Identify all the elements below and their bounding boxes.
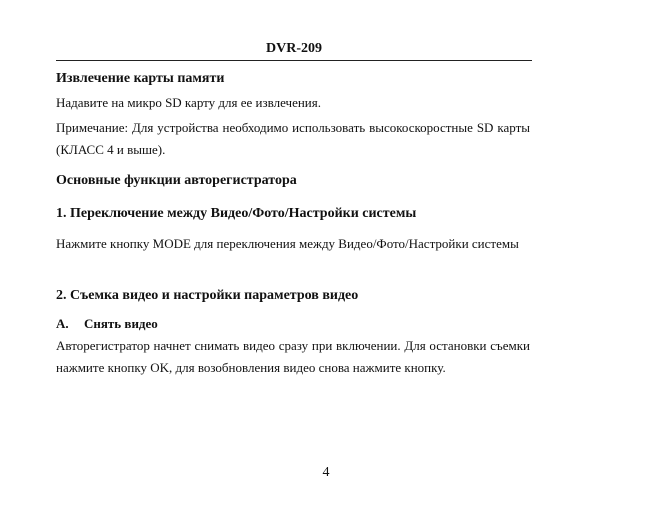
- paragraph-note: Примечание: Для устройства необходимо использовать высокоскоростные SD карты (КЛАСС 4 и выше).: [56, 120, 530, 157]
- heading-switching: 1. Переключение между Видео/Фото/Настройки системы: [56, 206, 417, 221]
- header-divider: [56, 60, 532, 61]
- paragraph-video: Авторегистратор начнет снимать видео сразу при включении. Для остановки съемки нажмите кнопку OK, для возобновления видео снова нажмите кнопку.: [56, 338, 530, 375]
- subheading-marker: A.: [56, 316, 69, 331]
- paragraph-card-removal: Надавите на микро SD карту для ее извлечения.: [56, 95, 321, 110]
- heading-card-removal: Извлечение карты памяти: [56, 71, 225, 86]
- subheading-label: Снять видео: [84, 316, 158, 331]
- subheading-record-video: [56, 315, 532, 333]
- paragraph-switching: Нажмите кнопку MODE для переключения между Видео/Фото/Настройки системы: [56, 236, 519, 251]
- document-title: DVR-209: [266, 41, 322, 56]
- heading-main-functions: Основные функции авторегистратора: [56, 173, 297, 188]
- page-number: 4: [322, 465, 330, 480]
- heading-video: 2. Съемка видео и настройки параметров видео: [56, 288, 359, 303]
